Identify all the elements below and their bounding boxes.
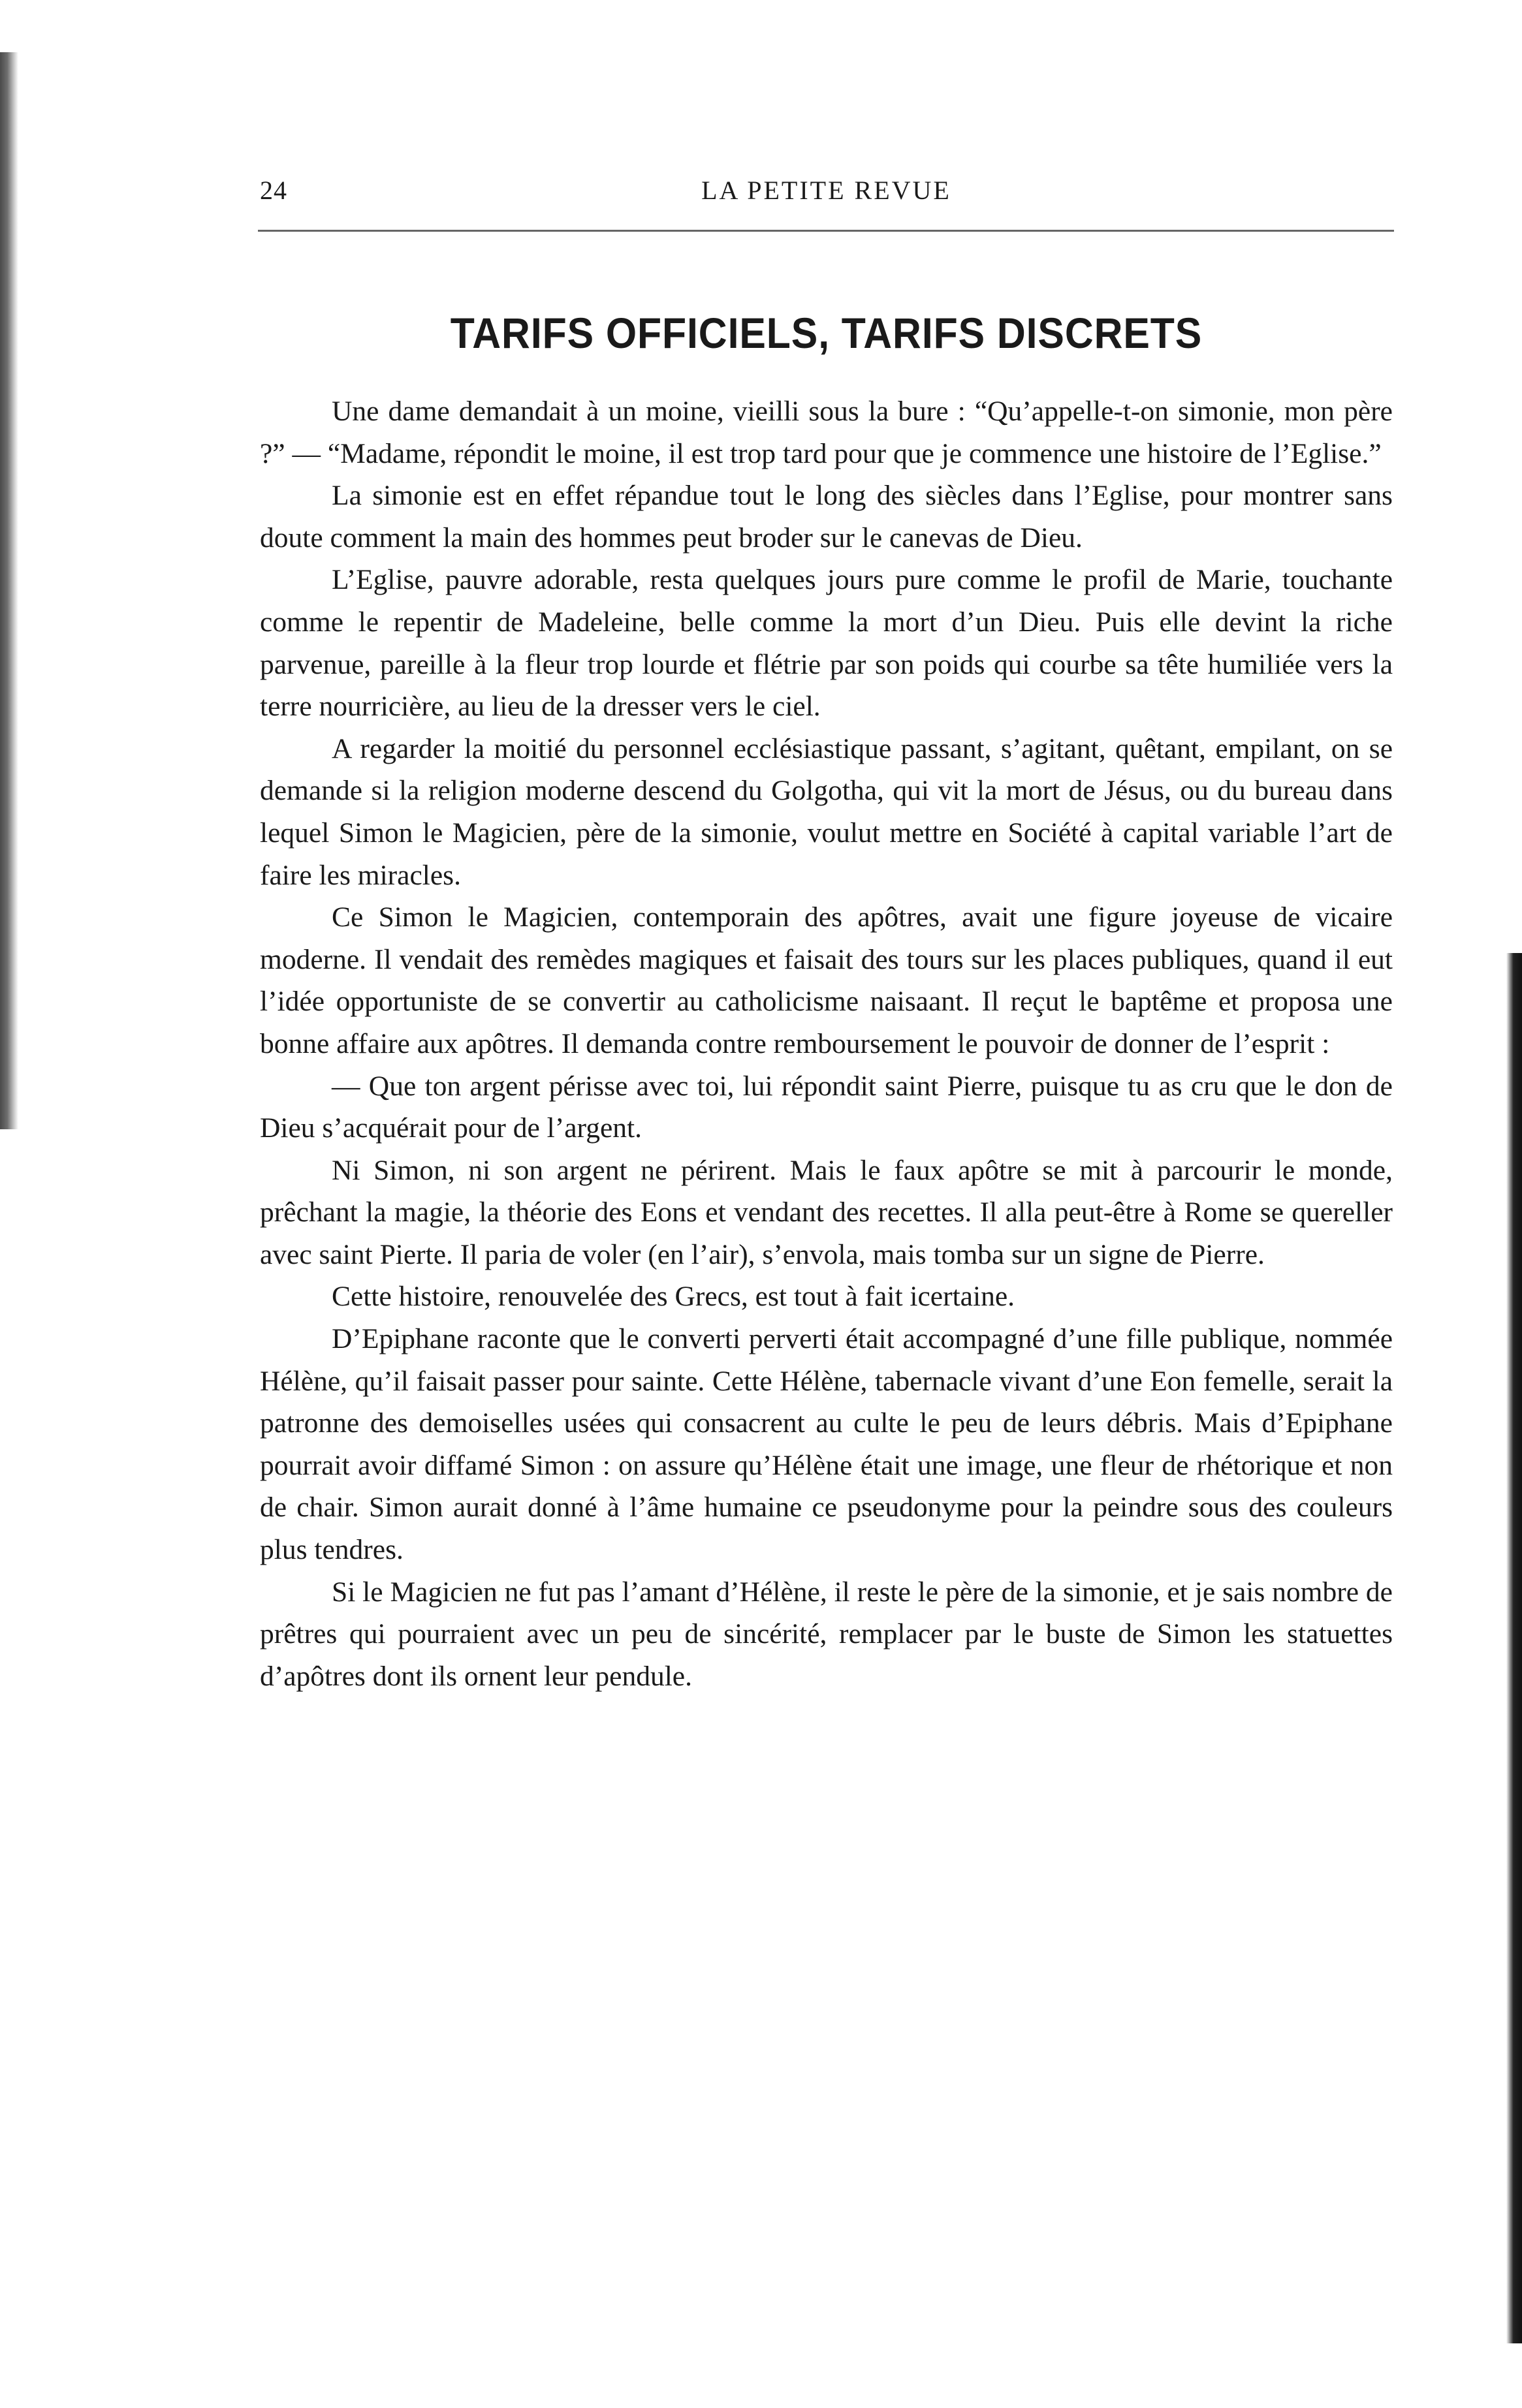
scan-edge-left bbox=[0, 52, 18, 1129]
header-rule bbox=[258, 230, 1394, 232]
paragraph: A regarder la moitié du personnel ecclésiastique passant, s’agitant, quêtant, empilant, on se demande si la religion moderne descend du Golgotha, qui vit la mort de Jésus, ou du bureau dans lequel Simon le Magicien, père de la simonie, voulut mettre en Société à capital variable l’art de faire les miracles. bbox=[260, 732, 1393, 891]
paragraph: Ce Simon le Magicien, contemporain des apôtres, avait une figure joyeuse de vicaire moderne. Il vendait des remèdes magiques et faisait des tours sur les places publiques, quand il eut l’idée opportuniste de se convertir au catholicisme naisaant. Il reçut le baptême et proposa une bonne affaire aux apôtres. Il demanda contre remboursement le pouvoir de donner de l’esprit : bbox=[260, 901, 1393, 1059]
paragraph: L’Eglise, pauvre adorable, resta quelques jours pure comme le profil de Marie, touchante comme le repentir de Madeleine, belle comme la mort d’un Dieu. Puis elle devint la riche parvenue, pareille à la fleur trop lourde et flétrie par son poids qui courbe sa tête humiliée vers la terre nourricière, au lieu de la dresser vers le ciel. bbox=[260, 564, 1393, 723]
paragraph: Cette histoire, renouvelée des Grecs, est tout à fait icertaine. bbox=[332, 1281, 1015, 1313]
article-title: TARIFS OFFICIELS, TARIFS DISCRETS bbox=[450, 309, 1203, 357]
page-number: 24 bbox=[260, 176, 287, 205]
paragraph: Une dame demandait à un moine, vieilli sous la bure : “Qu’appelle-t-on simonie, mon père ?” — “Madame, répondit le moine, il est trop tard pour que je commence une histoire de l’Eglise.” bbox=[260, 396, 1393, 469]
scan-edge-right bbox=[1506, 953, 1522, 2343]
paragraph: D’Epiphane raconte que le converti perverti était accompagné d’une fille publique, nommée Hélène, qu’il faisait passer pour sainte. Cette Hélène, tabernacle vivant d’une Eon femelle, serait la patronne des demoiselles usées qui consacrent au culte le peu de leurs débris. Mais d’Epiphane pourrait avoir diffamé Simon : on assure qu’Hélène était une image, une fleur de rhétorique et non de chair. Simon aurait donné à l’âme humaine ce pseudonyme pour la peindre sous des couleurs plus tendres. bbox=[260, 1323, 1393, 1566]
running-header bbox=[260, 171, 1393, 210]
paragraph: Si le Magicien ne fut pas l’amant d’Hélène, il reste le père de la simonie, et je sais nombre de prêtres qui pourraient avec un peu de sincérité, remplacer par le buste de Simon les statuettes d’apôtres dont ils ornent leur pendule. bbox=[260, 1576, 1393, 1692]
article-body bbox=[260, 390, 1393, 1697]
dialogue-paragraph: — Que ton argent périsse avec toi, lui répondit saint Pierre, puisque tu as cru que le don de Dieu s’acquérait pour de l’argent. bbox=[260, 1070, 1393, 1144]
paragraph: La simonie est en effet répandue tout le long des siècles dans l’Eglise, pour montrer sans doute comment la main des hommes peut broder sur le canevas de Dieu. bbox=[260, 480, 1393, 554]
paragraph: Ni Simon, ni son argent ne périrent. Mais le faux apôtre se mit à parcourir le monde, prêchant la magie, la théorie des Eons et vendant des recettes. Il alla peut-être à Rome se quereller avec saint Pierte. Il paria de voler (en l’air), s’envola, mais tomba sur un signe de Pierre. bbox=[260, 1154, 1393, 1270]
running-title: LA PETITE REVUE bbox=[701, 176, 951, 205]
